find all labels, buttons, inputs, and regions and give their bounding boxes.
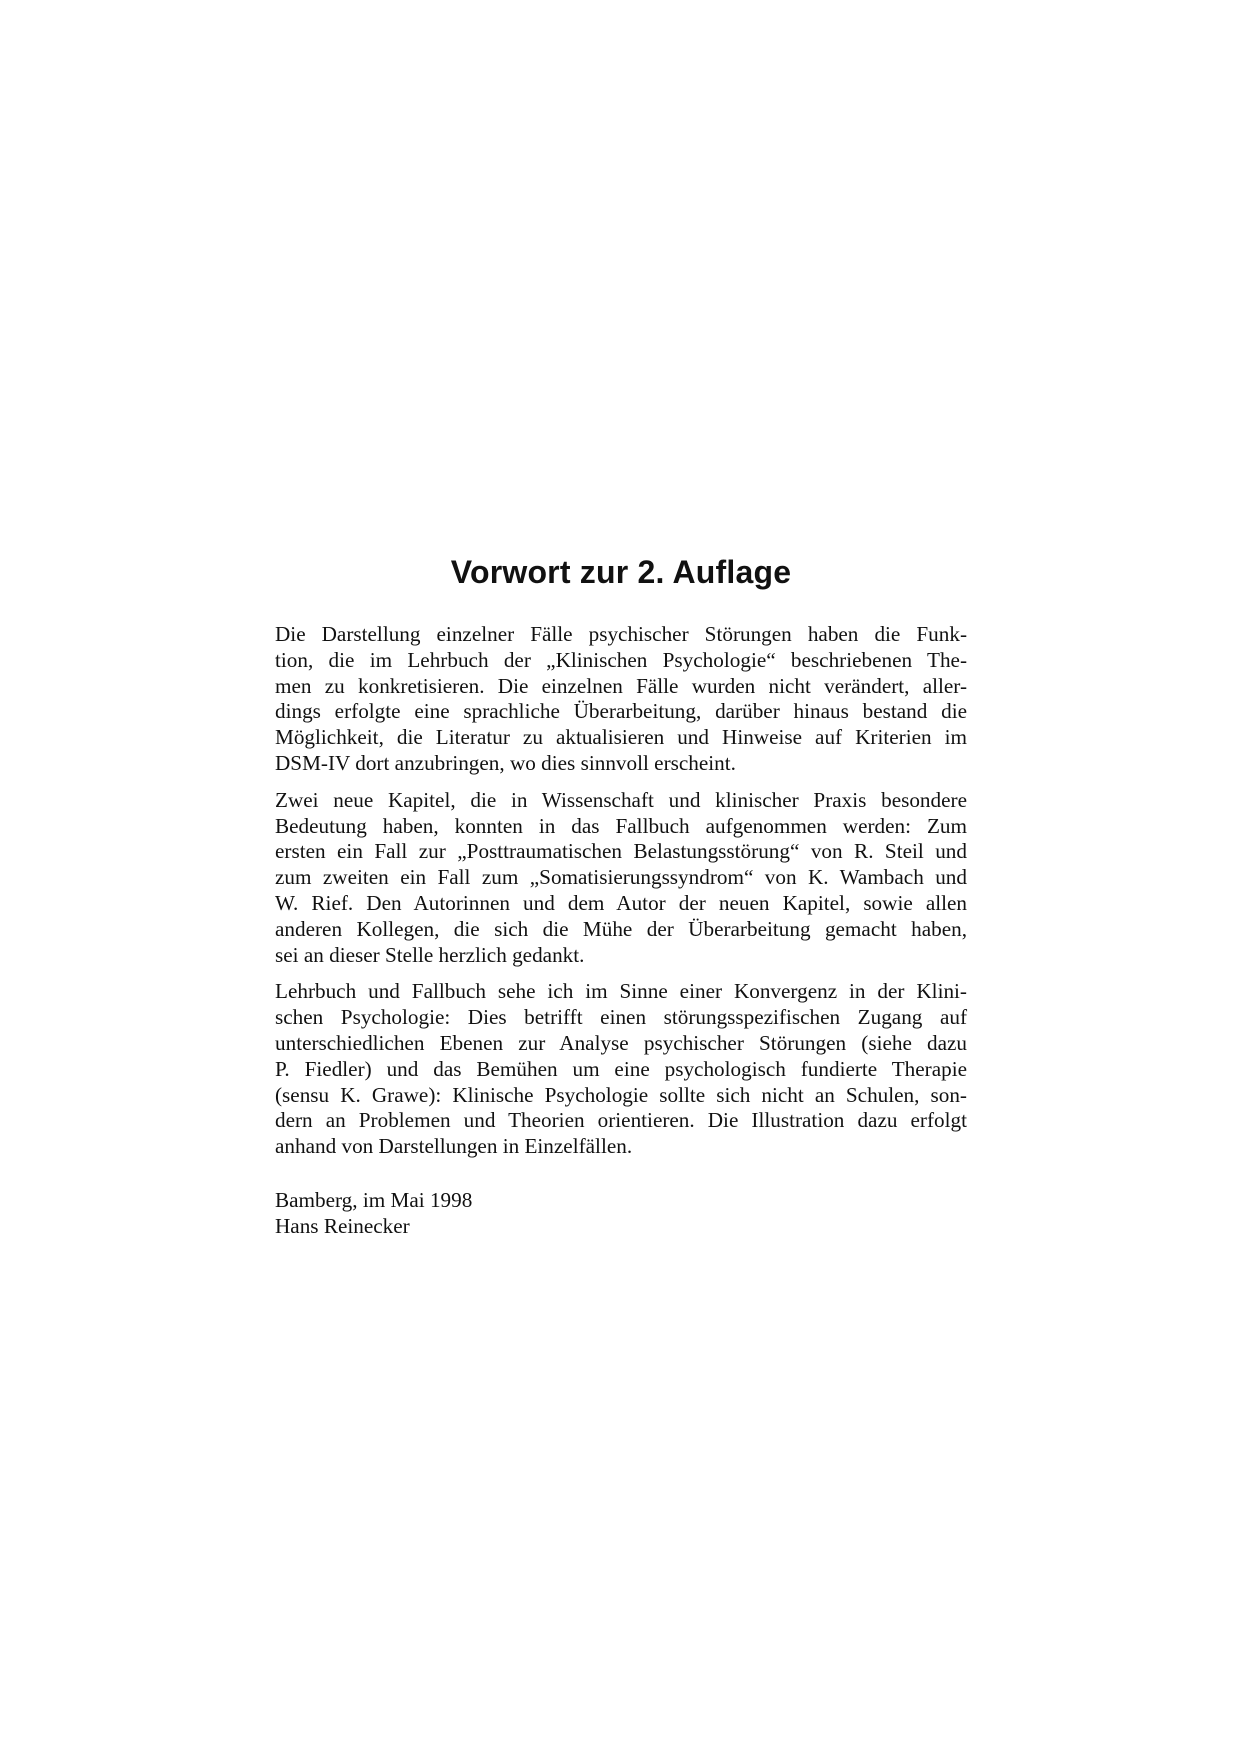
text-line: Lehrbuch und Fallbuch sehe ich im Sinne einer Konvergenz in der Klini- [275,979,967,1004]
page-title: Vorwort zur 2. Auflage [450,554,792,590]
text-line: anhand von Darstellungen in Einzelfällen. [275,1134,633,1159]
place-date: Bamberg, im Mai 1998 [275,1187,473,1212]
text-line: tion, die im Lehrbuch der „Klinischen Psychologie“ beschriebenen The- [275,647,967,672]
signature-block [275,1188,967,1240]
paragraph-1 [275,622,967,777]
paragraph-3 [275,979,967,1160]
text-line: (sensu K. Grawe): Klinische Psychologie sollte sich nicht an Schulen, son- [275,1082,967,1107]
text-line: P. Fiedler) und das Bemühen um eine psychologisch fundierte Therapie [275,1056,967,1081]
text-line: Bedeutung haben, konnten in das Fallbuch aufgenommen werden: Zum [275,813,967,838]
text-line: unterschiedlichen Ebenen zur Analyse psychischer Störungen (siehe dazu [275,1030,967,1055]
text-line: ersten ein Fall zur „Posttraumatischen Belastungsstörung“ von R. Steil und [275,839,967,864]
text-line: zum zweiten ein Fall zum „Somatisierungssyndrom“ von K. Wambach und [275,865,967,890]
text-line: anderen Kollegen, die sich die Mühe der Überarbeitung gemacht haben, [275,916,967,941]
text-line: DSM-IV dort anzubringen, wo dies sinnvoll erscheint. [275,750,736,775]
text-line: schen Psychologie: Dies betrifft einen störungsspezifischen Zugang auf [275,1005,967,1030]
paragraph-2 [275,788,967,969]
preface-page [275,548,967,1240]
text-line: men zu konkretisieren. Die einzelnen Fälle wurden nicht verändert, aller- [275,673,967,698]
text-line: sei an dieser Stelle herzlich gedankt. [275,942,585,967]
text-line: Die Darstellung einzelner Fälle psychischer Störungen haben die Funk- [275,622,967,646]
text-line: dern an Problemen und Theorien orientieren. Die Illustration dazu erfolgt [275,1108,967,1133]
text-line: Zwei neue Kapitel, die in Wissenschaft und klinischer Praxis besondere [275,787,967,812]
author-name: Hans Reinecker [275,1213,410,1238]
text-line: Möglichkeit, die Literatur zu aktualisieren und Hinweise auf Kriterien im [275,725,967,750]
text-line: W. Rief. Den Autorinnen und dem Autor der neuen Kapitel, sowie allen [275,890,967,915]
text-line: dings erfolgte eine sprachliche Überarbeitung, darüber hinaus bestand die [275,699,967,724]
